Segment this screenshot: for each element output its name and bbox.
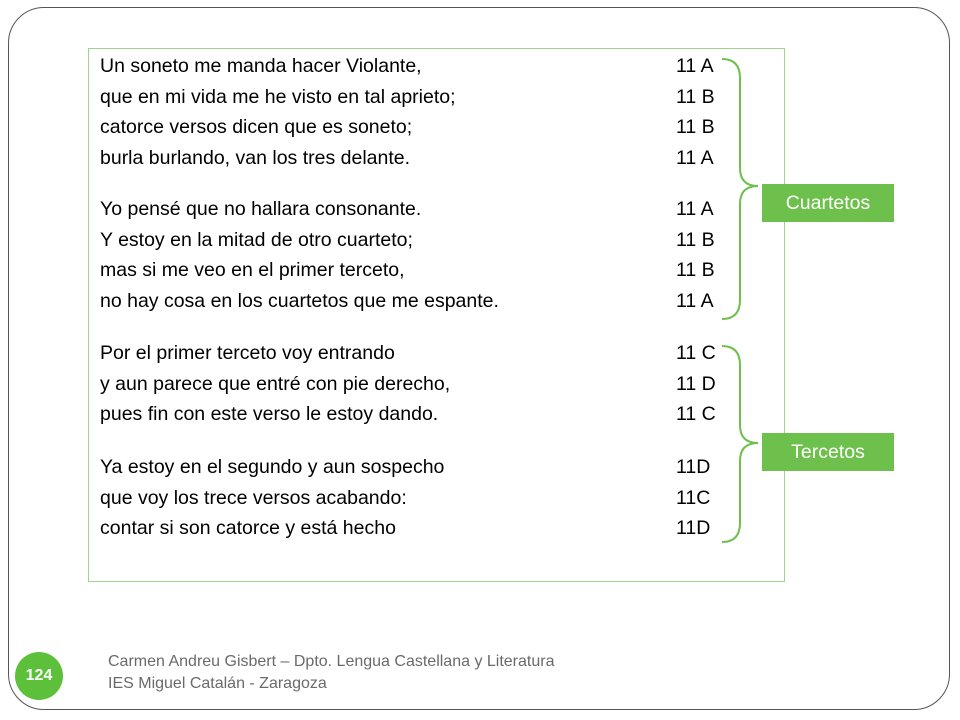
verse-meter: 11 B (676, 259, 715, 281)
verse-text: Un soneto me manda hacer Violante, (100, 55, 422, 77)
tercetos-brace-icon (718, 343, 768, 545)
verse-meter: 11 B (676, 228, 715, 251)
verse-text: mas si me veo en el primer terceto, (100, 259, 405, 281)
verse-meter: 11 A (676, 55, 714, 77)
verse-text: que en mi vida me he visto en tal aprieto; (100, 85, 456, 108)
verse-text: pues fin con este verso le estoy dando. (100, 403, 439, 425)
verse-text: Y estoy en la mitad de otro cuarteto; (100, 228, 413, 251)
verse-meter: 11 A (676, 198, 714, 220)
verse-text: burla burlando, van los tres delante. (100, 146, 411, 169)
verse-meter: 11 D (676, 372, 716, 395)
verse-meter: 11C (676, 486, 711, 509)
page-number-badge: 124 (15, 652, 63, 700)
verse-text: y aun parece que entré con pie derecho, (100, 372, 451, 395)
verse-text: contar si son catorce y está hecho (100, 517, 396, 539)
cuartetos-label: Cuartetos (762, 184, 894, 222)
verse-meter: 11D (676, 456, 711, 478)
verse-text: no hay cosa en los cuartetos que me espante. (100, 289, 499, 312)
verse-text: que voy los trece versos acabando: (100, 486, 407, 509)
verse-meter: 11 A (676, 289, 714, 312)
verse-meter: 11 C (676, 403, 716, 425)
verse-meter: 11 A (676, 146, 714, 169)
verse-meter: 11D (676, 517, 711, 539)
verse-text: Por el primer terceto voy entrando (100, 342, 395, 364)
tercetos-label: Tercetos (762, 433, 894, 471)
verse-text: Yo pensé que no hallara consonante. (100, 198, 422, 220)
verse-meter: 11 B (676, 116, 715, 138)
cuartetos-brace-icon (718, 56, 768, 322)
verse-text: Ya estoy en el segundo y aun sospecho (100, 456, 445, 478)
footer-school: IES Miguel Catalán - Zaragoza (108, 675, 327, 692)
verse-meter: 11 C (676, 342, 716, 364)
verse-meter: 11 B (676, 85, 715, 108)
verse-text: catorce versos dicen que es soneto; (100, 116, 413, 138)
footer-author: Carmen Andreu Gisbert – Dpto. Lengua Castellana y Literatura (108, 653, 555, 670)
